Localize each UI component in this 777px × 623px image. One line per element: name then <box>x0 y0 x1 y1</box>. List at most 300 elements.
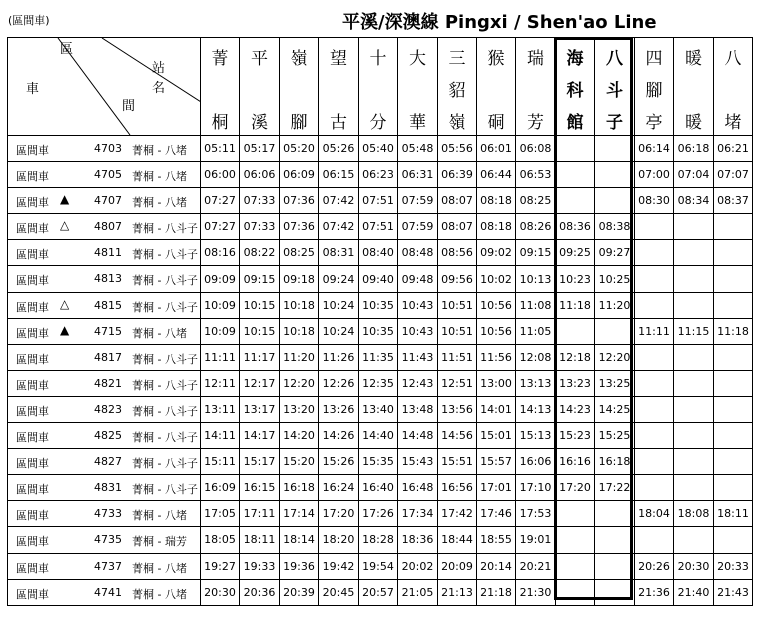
time-cell: 06:15 <box>319 162 359 188</box>
time-cell: 06:08 <box>516 136 556 162</box>
train-mark-icon: ▲ <box>60 192 70 207</box>
time-cell: 17:11 <box>240 501 280 527</box>
table-row <box>8 449 753 475</box>
time-cell: 09:40 <box>359 266 398 292</box>
time-cell: 17:26 <box>359 501 398 527</box>
time-cell <box>635 527 674 553</box>
train-info <box>8 501 201 527</box>
train-info <box>8 370 201 396</box>
time-cell: 06:53 <box>516 162 556 188</box>
table-row <box>8 188 753 214</box>
train-info <box>8 188 201 214</box>
time-cell: 15:25 <box>595 423 635 449</box>
time-cell: 07:27 <box>201 188 240 214</box>
train-class: 區間車 <box>16 326 49 340</box>
time-cell: 12:51 <box>438 370 477 396</box>
time-cell: 11:56 <box>477 344 516 370</box>
train-number: 4815 <box>94 298 122 312</box>
time-cell: 13:48 <box>398 396 438 422</box>
station-header-row <box>8 38 753 136</box>
time-cell: 13:23 <box>556 370 595 396</box>
time-cell: 17:20 <box>556 475 595 501</box>
time-cell: 18:28 <box>359 527 398 553</box>
time-cell: 20:45 <box>319 579 359 605</box>
time-cell <box>674 370 714 396</box>
station-name-char: 十 <box>369 49 387 69</box>
train-class: 區間車 <box>16 431 49 445</box>
train-number: 4813 <box>94 272 122 286</box>
time-cell <box>714 370 753 396</box>
train-route: 菁桐 - 八斗子 <box>132 300 198 314</box>
time-cell: 09:48 <box>398 266 438 292</box>
time-cell: 05:20 <box>280 136 319 162</box>
train-info <box>8 449 201 475</box>
time-cell <box>635 344 674 370</box>
time-cell <box>714 423 753 449</box>
train-info <box>8 423 201 449</box>
station-header <box>714 38 753 136</box>
time-cell: 10:23 <box>556 266 595 292</box>
time-cell <box>635 396 674 422</box>
time-cell: 10:24 <box>319 318 359 344</box>
time-cell: 16:15 <box>240 475 280 501</box>
train-number: 4741 <box>94 585 122 599</box>
time-cell <box>635 449 674 475</box>
time-cell <box>635 370 674 396</box>
train-number: 4821 <box>94 376 122 390</box>
time-cell: 19:42 <box>319 553 359 579</box>
time-cell: 16:56 <box>438 475 477 501</box>
time-cell: 19:33 <box>240 553 280 579</box>
train-class: 區間車 <box>16 457 49 471</box>
header-label-che: 車 <box>26 82 40 97</box>
time-cell <box>595 501 635 527</box>
train-info <box>8 475 201 501</box>
time-cell: 17:05 <box>201 501 240 527</box>
time-cell: 17:20 <box>319 501 359 527</box>
time-cell <box>635 423 674 449</box>
time-cell: 06:39 <box>438 162 477 188</box>
table-row <box>8 501 753 527</box>
time-cell: 06:09 <box>280 162 319 188</box>
train-info <box>8 553 201 579</box>
time-cell: 08:22 <box>240 240 280 266</box>
train-number: 4733 <box>94 507 122 521</box>
time-cell: 06:14 <box>635 136 674 162</box>
header-corner <box>8 38 201 136</box>
train-info <box>8 240 201 266</box>
train-class: 區間車 <box>16 404 49 418</box>
time-cell <box>635 240 674 266</box>
time-cell: 08:18 <box>477 214 516 240</box>
table-row <box>8 292 753 318</box>
table-row <box>8 475 753 501</box>
train-route: 菁桐 - 八斗子 <box>132 483 198 497</box>
time-cell: 08:18 <box>477 188 516 214</box>
table-row <box>8 396 753 422</box>
station-name-char: 八 <box>724 49 742 69</box>
time-cell: 19:54 <box>359 553 398 579</box>
time-cell: 12:26 <box>319 370 359 396</box>
train-route: 菁桐 - 八堵 <box>132 561 187 575</box>
train-number: 4735 <box>94 533 122 547</box>
time-cell <box>674 527 714 553</box>
time-cell: 07:59 <box>398 188 438 214</box>
train-number: 4703 <box>94 142 122 155</box>
time-cell: 20:30 <box>674 553 714 579</box>
train-route: 菁桐 - 八斗子 <box>132 404 198 418</box>
time-cell <box>714 527 753 553</box>
time-cell: 15:43 <box>398 449 438 475</box>
station-name-char: 分 <box>369 113 387 133</box>
time-cell: 12:35 <box>359 370 398 396</box>
time-cell <box>714 214 753 240</box>
time-cell: 09:56 <box>438 266 477 292</box>
time-cell: 20:36 <box>240 579 280 605</box>
time-cell: 14:40 <box>359 423 398 449</box>
time-cell: 07:00 <box>635 162 674 188</box>
time-cell <box>595 579 635 605</box>
time-cell: 14:26 <box>319 423 359 449</box>
header-label-zhan: 站 <box>152 61 166 76</box>
time-cell: 17:01 <box>477 475 516 501</box>
time-cell: 11:15 <box>674 318 714 344</box>
train-class: 區間車 <box>16 535 49 549</box>
time-cell: 11:35 <box>359 344 398 370</box>
time-cell: 08:34 <box>674 188 714 214</box>
time-cell: 20:21 <box>516 553 556 579</box>
time-cell: 15:57 <box>477 449 516 475</box>
station-header <box>635 38 674 136</box>
time-cell <box>595 136 635 162</box>
time-cell: 16:40 <box>359 475 398 501</box>
time-cell: 13:13 <box>516 370 556 396</box>
train-info <box>8 292 201 318</box>
time-cell: 21:43 <box>714 579 753 605</box>
time-cell: 19:36 <box>280 553 319 579</box>
train-number: 4817 <box>94 350 122 364</box>
time-cell: 10:24 <box>319 292 359 318</box>
time-cell: 10:15 <box>240 292 280 318</box>
time-cell <box>556 136 595 162</box>
time-cell: 10:18 <box>280 292 319 318</box>
time-cell: 18:05 <box>201 527 240 553</box>
time-cell: 07:42 <box>319 188 359 214</box>
time-cell <box>556 579 595 605</box>
time-cell: 15:26 <box>319 449 359 475</box>
time-cell: 06:18 <box>674 136 714 162</box>
time-cell: 07:42 <box>319 214 359 240</box>
time-cell: 07:59 <box>398 214 438 240</box>
time-cell: 08:07 <box>438 188 477 214</box>
time-cell: 05:40 <box>359 136 398 162</box>
time-cell: 12:20 <box>280 370 319 396</box>
train-route: 菁桐 - 八斗子 <box>132 248 198 262</box>
train-info <box>8 579 201 605</box>
time-cell: 17:14 <box>280 501 319 527</box>
time-cell: 10:56 <box>477 292 516 318</box>
header-label-jian: 間 <box>122 99 136 114</box>
train-route: 菁桐 - 八斗子 <box>132 431 198 445</box>
time-cell: 10:56 <box>477 318 516 344</box>
train-route: 菁桐 - 八堵 <box>132 196 187 210</box>
time-cell: 14:48 <box>398 423 438 449</box>
station-header <box>319 38 359 136</box>
time-cell: 05:17 <box>240 136 280 162</box>
time-cell: 10:15 <box>240 318 280 344</box>
time-cell: 21:36 <box>635 579 674 605</box>
time-cell <box>635 475 674 501</box>
time-cell <box>674 214 714 240</box>
train-info <box>8 527 201 553</box>
station-name-char: 腳 <box>290 113 308 133</box>
time-cell: 11:43 <box>398 344 438 370</box>
time-cell <box>674 344 714 370</box>
train-route: 菁桐 - 八堵 <box>132 326 187 340</box>
table-row <box>8 344 753 370</box>
station-header <box>280 38 319 136</box>
table-row <box>8 553 753 579</box>
train-class: 區間車 <box>16 196 49 210</box>
time-cell: 10:02 <box>477 266 516 292</box>
train-class: 區間車 <box>16 509 49 523</box>
time-cell: 11:18 <box>714 318 753 344</box>
time-cell: 08:07 <box>438 214 477 240</box>
time-cell: 20:30 <box>201 579 240 605</box>
train-number: 4705 <box>94 168 122 182</box>
time-cell: 07:36 <box>280 214 319 240</box>
table-row <box>8 423 753 449</box>
train-info <box>8 396 201 422</box>
train-route: 菁桐 - 八斗子 <box>132 222 198 236</box>
time-cell: 08:26 <box>516 214 556 240</box>
train-number: 4737 <box>94 559 122 573</box>
time-cell: 16:18 <box>280 475 319 501</box>
time-cell: 07:51 <box>359 214 398 240</box>
time-cell: 14:17 <box>240 423 280 449</box>
time-cell: 14:56 <box>438 423 477 449</box>
time-cell: 07:33 <box>240 214 280 240</box>
time-cell: 11:11 <box>201 344 240 370</box>
time-cell: 18:11 <box>714 501 753 527</box>
time-cell: 15:17 <box>240 449 280 475</box>
time-cell <box>635 292 674 318</box>
station-header <box>240 38 280 136</box>
time-cell: 07:51 <box>359 188 398 214</box>
station-name-char: 桐 <box>211 113 229 133</box>
timetable <box>7 37 753 606</box>
station-name-char: 三 <box>448 49 466 69</box>
time-cell: 06:06 <box>240 162 280 188</box>
table-row <box>8 162 753 188</box>
time-cell: 11:51 <box>438 344 477 370</box>
time-cell <box>674 396 714 422</box>
time-cell <box>556 553 595 579</box>
train-class-tag: (區間車) <box>8 14 50 27</box>
time-cell: 10:09 <box>201 318 240 344</box>
time-cell <box>714 396 753 422</box>
time-cell: 16:06 <box>516 449 556 475</box>
train-info <box>8 214 201 240</box>
time-cell: 20:57 <box>359 579 398 605</box>
station-name-char: 平 <box>251 49 268 69</box>
station-name-char: 暖 <box>685 49 702 69</box>
station-name-char: 貂 <box>448 81 466 101</box>
time-cell: 06:44 <box>477 162 516 188</box>
time-cell: 09:24 <box>319 266 359 292</box>
time-cell <box>556 188 595 214</box>
time-cell: 21:18 <box>477 579 516 605</box>
table-row <box>8 240 753 266</box>
time-cell: 08:25 <box>516 188 556 214</box>
time-cell: 06:01 <box>477 136 516 162</box>
station-name-char: 館 <box>566 113 584 133</box>
time-cell: 10:13 <box>516 266 556 292</box>
time-cell <box>556 501 595 527</box>
time-cell: 08:25 <box>280 240 319 266</box>
train-route: 菁桐 - 八斗子 <box>132 274 198 288</box>
station-header <box>398 38 438 136</box>
time-cell: 11:20 <box>280 344 319 370</box>
header-label-ming: 名 <box>152 81 166 96</box>
table-row <box>8 214 753 240</box>
time-cell: 10:35 <box>359 292 398 318</box>
time-cell: 14:20 <box>280 423 319 449</box>
train-number: 4825 <box>94 429 122 443</box>
station-name-char: 腳 <box>645 81 663 101</box>
train-info <box>8 136 201 162</box>
time-cell <box>556 318 595 344</box>
station-header <box>359 38 398 136</box>
time-cell: 08:38 <box>595 214 635 240</box>
station-name-char: 菁 <box>211 49 229 69</box>
station-name-char: 子 <box>606 113 623 133</box>
time-cell: 10:35 <box>359 318 398 344</box>
time-cell: 05:56 <box>438 136 477 162</box>
time-cell <box>635 214 674 240</box>
time-cell <box>595 553 635 579</box>
time-cell: 14:25 <box>595 396 635 422</box>
time-cell: 08:36 <box>556 214 595 240</box>
station-name-char: 斗 <box>606 81 623 101</box>
time-cell: 21:40 <box>674 579 714 605</box>
time-cell: 12:18 <box>556 344 595 370</box>
page-title: 平溪/深澳線 Pingxi / Shen'ao Line <box>342 12 657 33</box>
station-header <box>438 38 477 136</box>
train-number: 4715 <box>94 324 122 338</box>
time-cell <box>595 527 635 553</box>
station-name-char: 四 <box>645 49 663 69</box>
time-cell: 15:23 <box>556 423 595 449</box>
time-cell <box>674 423 714 449</box>
train-mark-icon: △ <box>60 218 70 233</box>
time-cell: 13:00 <box>477 370 516 396</box>
station-header <box>556 38 595 136</box>
time-cell: 11:08 <box>516 292 556 318</box>
time-cell: 16:18 <box>595 449 635 475</box>
time-cell: 07:27 <box>201 214 240 240</box>
station-name-char: 瑞 <box>527 49 544 69</box>
time-cell <box>595 318 635 344</box>
time-cell: 16:09 <box>201 475 240 501</box>
time-cell: 18:08 <box>674 501 714 527</box>
time-cell: 11:26 <box>319 344 359 370</box>
table-row <box>8 318 753 344</box>
time-cell: 07:04 <box>674 162 714 188</box>
time-cell <box>714 475 753 501</box>
station-name-char: 華 <box>409 113 426 133</box>
train-class: 區間車 <box>16 274 49 288</box>
station-header <box>595 38 635 136</box>
train-route: 菁桐 - 八斗子 <box>132 457 198 471</box>
time-cell <box>714 344 753 370</box>
time-cell: 14:11 <box>201 423 240 449</box>
time-cell: 12:43 <box>398 370 438 396</box>
time-cell: 21:30 <box>516 579 556 605</box>
time-cell: 10:09 <box>201 292 240 318</box>
time-cell: 12:20 <box>595 344 635 370</box>
train-class: 區間車 <box>16 352 49 366</box>
station-header <box>674 38 714 136</box>
time-cell: 20:09 <box>438 553 477 579</box>
train-class: 區間車 <box>16 300 49 314</box>
train-route: 菁桐 - 八斗子 <box>132 352 198 366</box>
time-cell: 17:42 <box>438 501 477 527</box>
station-name-char: 大 <box>409 49 426 69</box>
time-cell: 11:20 <box>595 292 635 318</box>
time-cell: 06:23 <box>359 162 398 188</box>
station-name-char: 堵 <box>724 113 742 133</box>
time-cell: 18:20 <box>319 527 359 553</box>
time-cell <box>714 449 753 475</box>
time-cell: 14:23 <box>556 396 595 422</box>
time-cell: 08:30 <box>635 188 674 214</box>
time-cell <box>674 449 714 475</box>
time-cell: 15:51 <box>438 449 477 475</box>
time-cell: 11:05 <box>516 318 556 344</box>
time-cell: 14:01 <box>477 396 516 422</box>
station-name-char: 八 <box>606 49 623 69</box>
time-cell: 21:05 <box>398 579 438 605</box>
station-name-char: 硐 <box>487 113 505 133</box>
train-route: 菁桐 - 瑞芳 <box>132 535 187 549</box>
time-cell: 06:31 <box>398 162 438 188</box>
table-row <box>8 370 753 396</box>
time-cell: 08:48 <box>398 240 438 266</box>
time-cell: 11:18 <box>556 292 595 318</box>
time-cell: 18:11 <box>240 527 280 553</box>
time-cell: 13:25 <box>595 370 635 396</box>
time-cell: 09:27 <box>595 240 635 266</box>
train-class: 區間車 <box>16 587 49 601</box>
time-cell <box>635 266 674 292</box>
time-cell: 15:01 <box>477 423 516 449</box>
table-row <box>8 266 753 292</box>
train-mark-icon: △ <box>60 296 70 311</box>
time-cell <box>714 292 753 318</box>
time-cell: 15:13 <box>516 423 556 449</box>
time-cell: 12:17 <box>240 370 280 396</box>
time-cell: 09:15 <box>516 240 556 266</box>
train-info <box>8 344 201 370</box>
time-cell: 06:00 <box>201 162 240 188</box>
time-cell: 08:56 <box>438 240 477 266</box>
time-cell: 13:11 <box>201 396 240 422</box>
train-route: 菁桐 - 八堵 <box>132 144 187 157</box>
train-info <box>8 162 201 188</box>
time-cell: 19:01 <box>516 527 556 553</box>
time-cell: 10:18 <box>280 318 319 344</box>
